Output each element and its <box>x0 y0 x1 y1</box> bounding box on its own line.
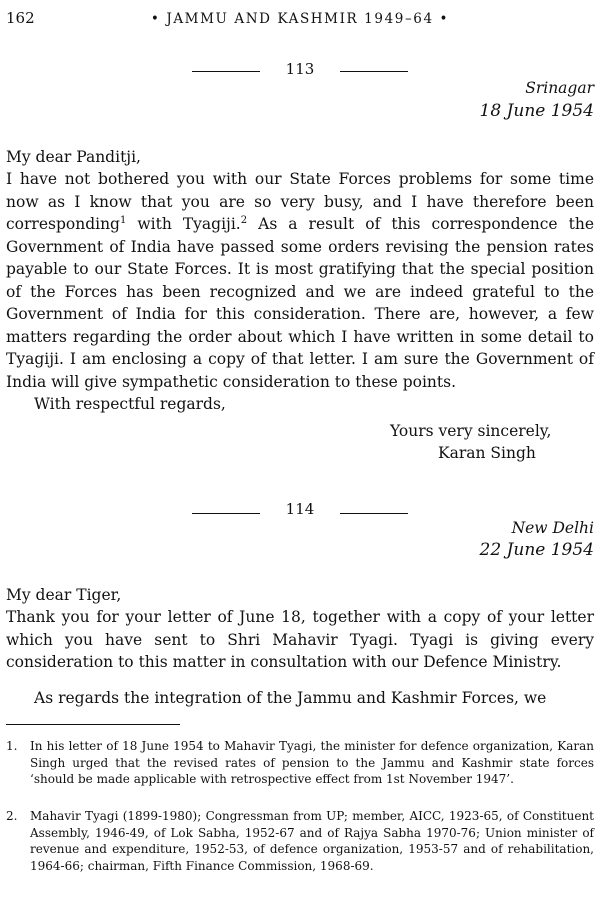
footnote-ref: 2 <box>240 214 248 226</box>
letter-number: 114 <box>285 500 315 518</box>
letter-signature: Karan Singh <box>438 444 536 462</box>
footnote-ref: 1 <box>119 214 127 226</box>
letter-body: Thank you for your letter of June 18, together with a copy of your letter which you have sent to Shri Mahavir Tyagi. Tyagi is giving every consideration to this matter in consultation with our Defence Ministry. <box>6 608 594 671</box>
letter-body-text: with Tyagiji. <box>126 215 241 233</box>
footnote-rule <box>6 724 180 725</box>
letter-body-text: I have not bothered you with our State Forces problems for some time now as I know that you are so very busy, and I have therefore been corresponding <box>6 170 594 233</box>
footnote-text: In his letter of 18 June 1954 to Mahavir Tyagi, the minister for defence organization, Karan Singh urged that the revised rates of pension to the Jammu and Kashmir state forces ‘should be made applicable with retrospective effect from 1st November 1947’. <box>30 739 594 786</box>
letter-place: Srinagar <box>525 79 594 97</box>
footnote <box>6 738 594 788</box>
letter-place: New Delhi <box>511 519 594 537</box>
letter-number-rule-right <box>340 513 408 514</box>
letter-number: 113 <box>285 60 315 78</box>
footnote-text: Mahavir Tyagi (1899-1980); Congressman from UP; member, AICC, 1923-65, of Constituent Assembly, 1946-49, of Lok Sabha, 1952-67 and of Rajya Sabha 1970-76; Union minister of revenue and expenditure, 1952-53, of defence organization, 1953-57 and of rehabilitation, 1964-66; chairman, Fifth Finance Commission, 1968-69. <box>30 809 594 873</box>
footnote <box>6 808 594 874</box>
letter-number-rule-right <box>340 71 408 72</box>
footnote-number: 1. <box>6 739 18 753</box>
letter-continuation: As regards the integration of the Jammu and Kashmir Forces, we <box>34 689 547 707</box>
letter-body-text: As a result of this correspondence the Government of India have passed some orders revising the pension rates payable to our State Forces. It is most gratifying that the special position of the Forces has been recognized and we are indeed grateful to the Government of India for this consideration. There are, however, a few matters regarding the order about which I have written in some detail to Tyagiji. I am enclosing a copy of that letter. I am sure the Government of India will give sympathetic consideration to these points. <box>6 215 594 391</box>
letter-salutation: My dear Tiger, <box>6 586 122 604</box>
letter-closing: With respectful regards, <box>34 395 226 413</box>
letter-date: 18 June 1954 <box>479 101 594 121</box>
letter-date: 22 June 1954 <box>479 540 594 560</box>
running-header <box>6 9 594 31</box>
letter-signoff: Yours very sincerely, <box>390 422 552 440</box>
page-number: 162 <box>6 9 35 27</box>
letter-body <box>6 168 594 393</box>
running-title: • JAMMU AND KASHMIR 1949–64 • <box>150 11 450 27</box>
footnote-number: 2. <box>6 809 18 823</box>
letter-salutation: My dear Panditji, <box>6 148 141 166</box>
